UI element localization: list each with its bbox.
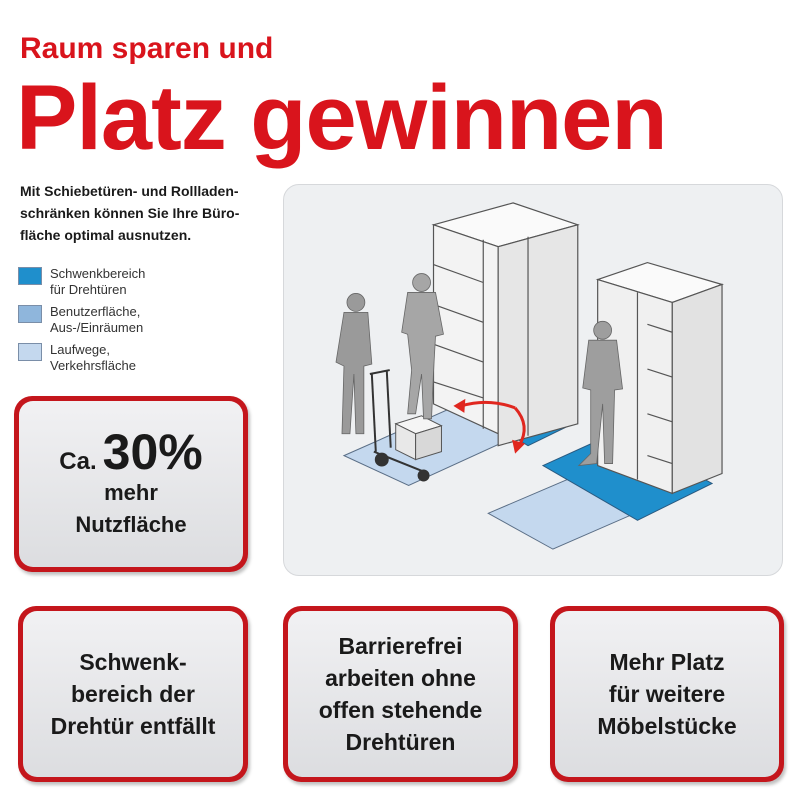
intro-line: Mit Schiebetüren- und Rollladen- (20, 183, 239, 199)
feature-card-swing (18, 606, 248, 782)
legend-item-swing (18, 266, 268, 298)
office-illustration-svg (284, 185, 782, 575)
legend-label: Benutzerfläche, Aus-/Einräumen (50, 304, 144, 335)
feature-card-barrierfree (283, 606, 518, 782)
stat-row (59, 424, 203, 480)
legend-swatch-user (18, 305, 42, 323)
feature-card-space (550, 606, 784, 782)
legend (18, 266, 268, 380)
feature-text: Mehr Platz für weitere Möbelstücke (597, 649, 737, 739)
legend-item-walkway (18, 342, 268, 374)
feature-card-inner (555, 611, 779, 777)
intro-line: schränken können Sie Ihre Büro- (20, 205, 240, 221)
headline-subtitle: Raum sparen und (20, 32, 274, 65)
stat-value: 30% (102, 424, 203, 480)
legend-label: Laufwege, Verkehrsfläche (50, 342, 136, 373)
person-icon (336, 293, 372, 433)
intro-text (20, 180, 282, 246)
stat-prefix: Ca. (59, 448, 97, 475)
intro-line: fläche optimal ausnutzen. (20, 227, 192, 243)
feature-text: Barrierefrei arbeiten ohne offen stehende Drehtüren (318, 633, 483, 755)
legend-label: Schwenkbereich für Drehtüren (50, 266, 146, 297)
feature-text: Schwenk- bereich der Drehtür entfällt (50, 649, 216, 739)
cabinet-icon (434, 203, 578, 446)
legend-swatch-walkway (18, 343, 42, 361)
office-illustration (283, 184, 783, 576)
stat-card (14, 396, 248, 572)
feature-card-inner (23, 611, 243, 777)
stat-card-inner (19, 401, 243, 567)
feature-card-inner (288, 611, 513, 777)
legend-item-user (18, 304, 268, 336)
headline-title: Platz gewinnen (16, 67, 667, 169)
legend-swatch-swing (18, 267, 42, 285)
box-icon (396, 416, 442, 460)
stat-label: mehr Nutzfläche (75, 480, 187, 537)
